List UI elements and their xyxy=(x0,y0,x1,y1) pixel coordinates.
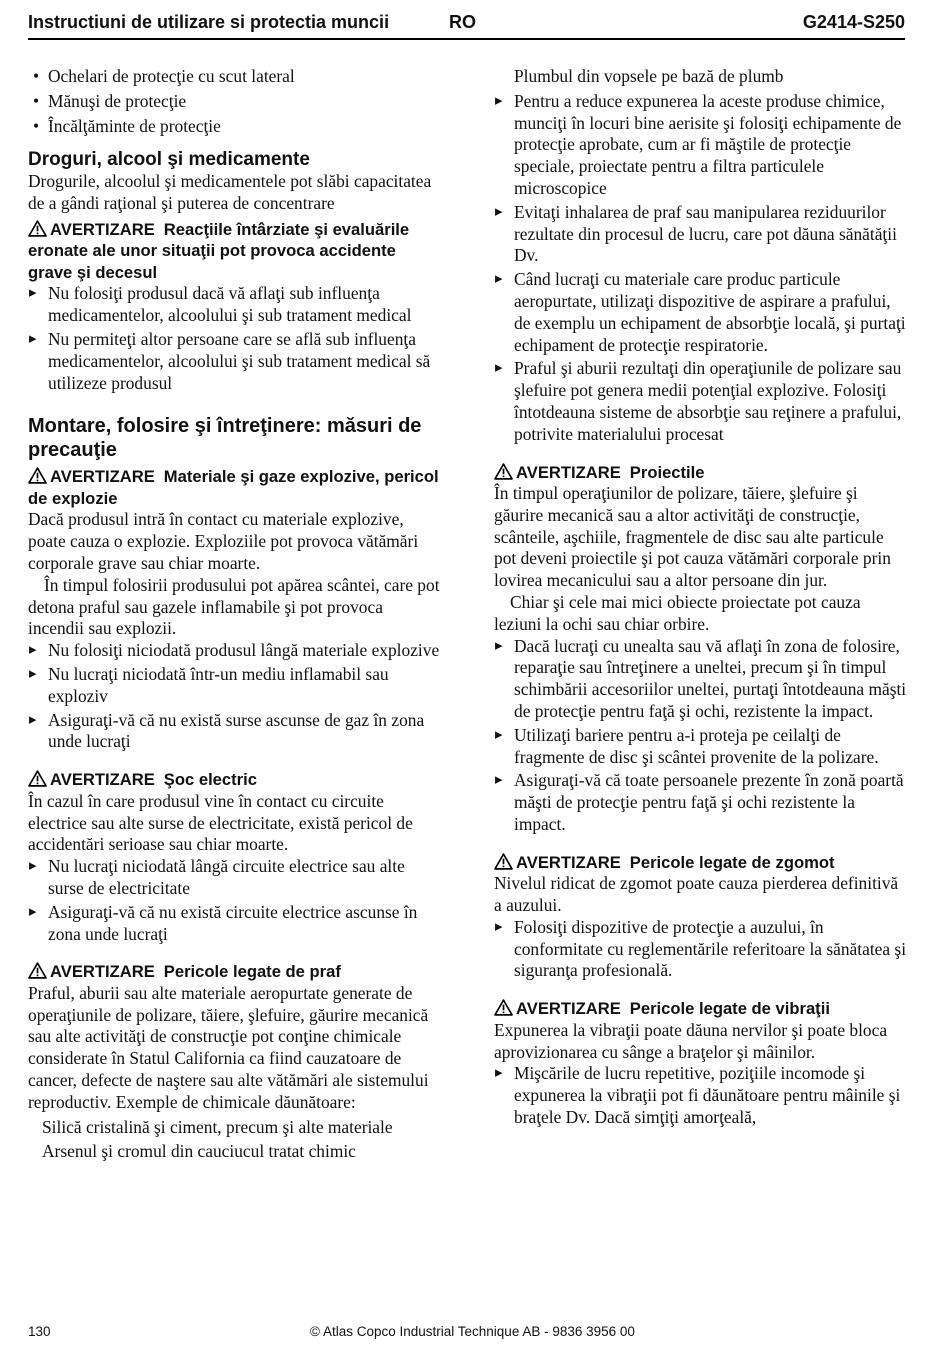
warning-triangle-icon xyxy=(28,770,47,787)
explosive-steps xyxy=(28,640,443,753)
list-item: ▸ Asiguraţi-vă că toate persoanele prezente în zonă poartă măşti de protecţie pentru faţă şi ochi rezistente la impact. xyxy=(494,770,910,835)
list-item: ▸ Mişcările de lucru repetitive, poziţiile incomode şi expunerea la vibraţii pot fi dăunătoare pentru mâinile şi braţele Dv. Dacă simţiţi amorţeală, xyxy=(494,1063,910,1128)
noise-text: Nivelul ridicat de zgomot poate cauza pierderea definitivă a auzului. xyxy=(494,873,899,916)
warning-title: Pericole legate de vibraţii xyxy=(629,999,830,1019)
list-item: ▸ Nu folosiţi niciodată produsul lângă materiale explozive xyxy=(28,640,443,662)
page-header xyxy=(28,8,905,40)
warning-triangle-icon xyxy=(28,467,47,484)
explosive-text-2: În timpul folosirii produsului pot apărea scântei, care pot detona praful sau gazele inflamabile şi pot provoca incendii sau explozii. xyxy=(28,574,440,639)
header-language: RO xyxy=(449,12,476,32)
warning-title: Pericole legate de praf xyxy=(163,962,341,982)
header-title: Instructiuni de utilizare si protectia muncii xyxy=(28,12,390,32)
list-item: • Ochelari de protecţie cu scut lateral xyxy=(28,66,443,88)
dust-warning xyxy=(28,961,443,983)
section-heading: Montare, folosire şi întreţinere: măsuri de precauţie xyxy=(28,415,422,462)
warning-triangle-icon xyxy=(494,999,513,1016)
noise-warning xyxy=(494,852,910,874)
electric-warning xyxy=(28,769,443,791)
list-item: ▸ Asiguraţi-vă că nu există surse ascunse de gaz în zona unde lucraţi xyxy=(28,710,443,754)
list-item: ▸ Praful şi aburii rezultaţi din operaţiunile de polizare sau şlefuire pot genera medii potenţial explozive. Folosiţi întotdeauna sisteme de absorbţie sau reţinere a prafului, potrivite materialului procesat xyxy=(494,358,910,445)
list-item: ▸ Nu lucraţi niciodată lângă circuite electrice sau alte surse de electricitate xyxy=(28,856,443,900)
chemical-example: Silică cristalină şi ciment, precum şi alte materiale xyxy=(42,1116,393,1137)
electric-steps xyxy=(28,856,443,945)
drugs-steps xyxy=(28,283,443,394)
explosive-warning xyxy=(28,466,443,509)
vibration-steps xyxy=(494,1063,910,1128)
projectiles-steps xyxy=(494,636,910,836)
list-item: ▸ Utilizaţi bariere pentru a-i proteja pe ceilalţi de fragmente de disc şi scântei provenite de la polizare. xyxy=(494,725,910,769)
projectiles-warning xyxy=(494,462,910,484)
left-column xyxy=(28,66,443,1163)
warning-label: AVERTIZARE xyxy=(516,999,621,1019)
list-item: • Încălţăminte de protecţie xyxy=(28,116,443,138)
warning-label: AVERTIZARE xyxy=(50,962,155,982)
vibration-text: Expunerea la vibraţii poate dăuna nervilor şi poate bloca aprovizionarea cu sânge a braţelor şi mâinilor. xyxy=(494,1019,888,1062)
warning-triangle-icon xyxy=(494,853,513,870)
list-item: • Mănuşi de protecţie xyxy=(28,91,443,113)
drugs-text: Drogurile, alcoolul şi medicamentele pot slăbi capacitatea de a gândi raţional şi puterea de concentrare xyxy=(28,171,432,214)
list-item: ▸ Pentru a reduce expunerea la aceste produse chimice, munciţi în locuri bine aerisite şi folosiţi echipamente de protecţie aprobate, cum ar fi măştile de protecţie speciale, proiectate pentru a filtra particulele microscopice xyxy=(494,91,910,200)
ppe-list xyxy=(28,66,443,137)
list-item: ▸ Folosiţi dispozitive de protecţie a auzului, în conformitate cu reglementările referitoare la sănătatea şi siguranţa profesională. xyxy=(494,917,910,982)
explosive-text: Dacă produsul intră în contact cu materiale explozive, poate cauza o explozie. Exploziile pot provoca vătămări corporale grave sau chiar moarte. xyxy=(28,509,419,574)
footer-copyright: © Atlas Copco Industrial Technique AB - 9836 3956 00 xyxy=(310,1324,635,1339)
list-item: ▸ Când lucraţi cu materiale care produc particule aeropurtate, utilizaţi dispozitive de aspirare a prafului, de exemplu un echipament de absorbţie locală, şi purtaţi echipament de protecţie respiratorie. xyxy=(494,269,910,356)
dust-text: Praful, aburii sau alte materiale aeropurtate generate de operaţiunile de polizare, tăiere, şlefuire, găurire mecanică sau alte activităţi de construcţie pot conţine chimicale considerate în Statul California ca fiind cauzatoare de cancer, defecte de naştere sau alte vătămări ale sistemului reproductiv. Exemple de chimicale dăunătoare: xyxy=(28,982,429,1112)
drugs-warning xyxy=(28,219,443,284)
warning-label: AVERTIZARE xyxy=(516,852,621,872)
list-item: ▸ Evitaţi inhalarea de praf sau manipularea reziduurilor rezultate din procesul de lucru, care pot dăuna sănătăţii Dv. xyxy=(494,202,910,267)
list-item: ▸ Nu permiteţi altor persoane care se află sub influenţa medicamentelor, alcoolului şi sub tratament medical să utilizeze produsul xyxy=(28,329,443,394)
warning-triangle-icon xyxy=(28,220,47,237)
header-product-code: G2414-S250 xyxy=(802,12,905,32)
electric-text: În cazul în care produsul vine în contact cu circuite electrice sau alte surse de electricitate, există pericol de accidentări serioase sau chiar moarte. xyxy=(28,790,413,855)
warning-label: AVERTIZARE xyxy=(516,462,621,482)
warning-triangle-icon xyxy=(494,463,513,480)
warning-title: Pericole legate de zgomot xyxy=(629,852,835,872)
page-number: 130 xyxy=(28,1324,51,1339)
list-item: ▸ Nu folosiţi produsul dacă vă aflaţi sub influenţa medicamentelor, alcoolului şi sub tratament medical xyxy=(28,283,443,327)
vibration-warning xyxy=(494,998,910,1020)
warning-label: AVERTIZARE xyxy=(50,219,155,239)
dust-steps xyxy=(494,91,910,446)
warning-label: AVERTIZARE xyxy=(50,467,155,487)
warning-title: Reacţiile întârziate şi evaluările eronate ale unor situaţii pot provoca accidente grave şi decesul xyxy=(28,219,410,282)
list-item: ▸ Nu lucraţi niciodată într-un mediu inflamabil sau exploziv xyxy=(28,664,443,708)
warning-title: Materiale şi gaze explozive, pericol de explozie xyxy=(28,467,439,508)
projectiles-text-2: Chiar şi cele mai mici obiecte proiectate pot cauza leziuni la ochi sau chiar orbire. xyxy=(494,592,861,634)
drugs-heading: Droguri, alcool şi medicamente xyxy=(28,149,310,171)
chemical-example: Plumbul din vopsele pe bază de plumb xyxy=(514,66,784,86)
projectiles-text: În timpul operaţiunilor de polizare, tăiere, şlefuire şi găurire mecanică sau a altor activităţi de construcţie, scânteile, aşchiile, fragmentele de disc sau alte particule pot deveni proiectile şi pot cauza vătămări corporale prin lovirea mecanicului sau a altor persoane din jur. xyxy=(494,483,891,591)
chemical-example: Arsenul şi cromul din cauciucul tratat chimic xyxy=(42,1141,356,1162)
list-item: ▸ Asiguraţi-vă că nu există circuite electrice ascunse în zona unde lucraţi xyxy=(28,902,443,946)
warning-triangle-icon xyxy=(28,962,47,979)
warning-title: Şoc electric xyxy=(163,770,257,790)
list-item: ▸ Dacă lucraţi cu unealta sau vă aflaţi în zona de folosire, reparaţie sau întreţinere a uneltei, precum şi în timpul schimbării accesoriilor uneltei, purtaţi întotdeauna măşti de protecţie pentru faţă şi ochi, rezistente la impact. xyxy=(494,636,910,723)
warning-title: Proiectile xyxy=(629,462,705,482)
right-column xyxy=(494,66,910,1131)
noise-steps xyxy=(494,917,910,982)
warning-label: AVERTIZARE xyxy=(50,770,155,790)
